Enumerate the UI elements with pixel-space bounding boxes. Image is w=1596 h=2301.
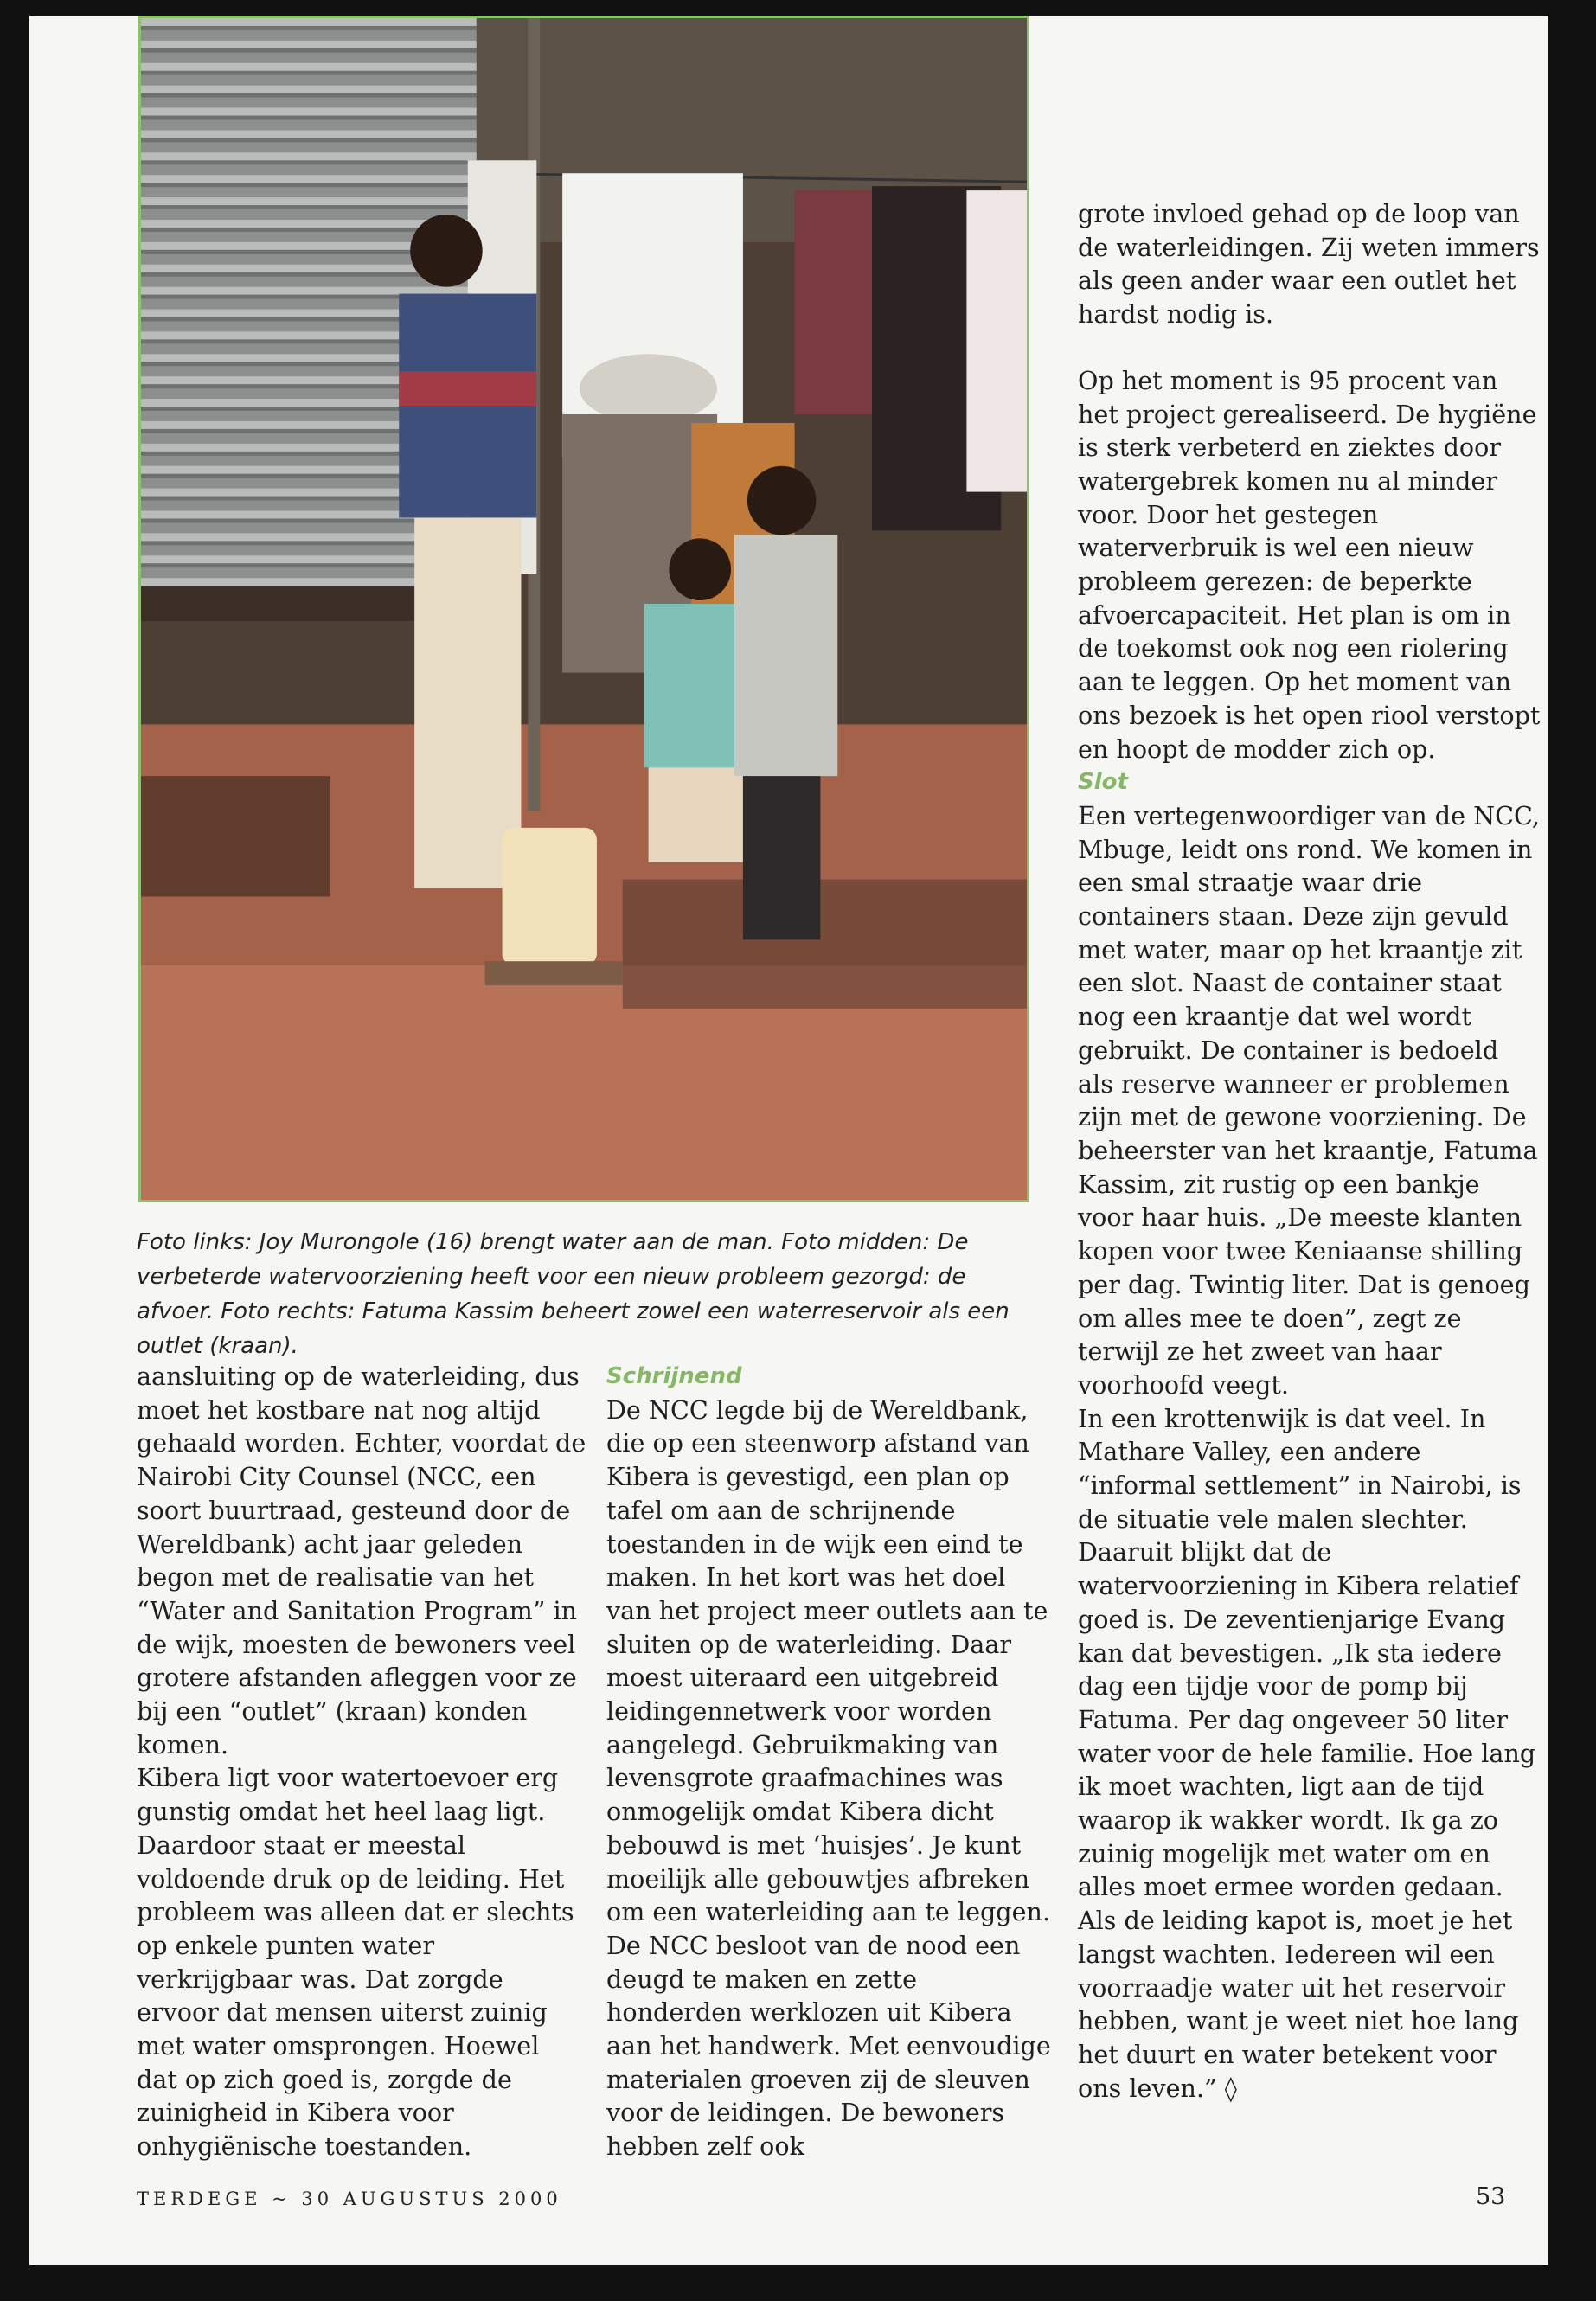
paragraph: aansluiting op de waterleiding, dus moet het kostbare nat nog altijd gehaald worden. Echter, voordat de Nairobi City Counsel (NCC, een soort buurtraad, gesteund door de Wereldbank) acht jaar geleden begon met de realisatie van het “Water and Sanitation Program” in de wijk, moesten de bewoners veel grotere afstanden afleggen voor ze bij een “outlet” (kraan) konden komen.	[137, 1362, 586, 1759]
paragraph: grote invloed gehad op de loop van de waterleidingen. Zij weten immers als geen ander waar een outlet het hardst nodig is.	[1078, 199, 1540, 330]
photo-caption: Foto links: Joy Murongole (16) brengt water aan de man. Foto midden: De verbeterde watervoorziening heeft voor een nieuw probleem gezorgd: de afvoer. Foto rechts: Fatuma Kassim beheert zowel een waterreservoir als een outlet (kraan).	[137, 1229, 1010, 1359]
magazine-page	[29, 16, 1548, 2265]
page-number: 53	[1476, 2183, 1506, 2210]
photo-illustration	[141, 18, 1027, 1200]
section-heading-schrijnend: Schrijnend	[606, 1363, 742, 1389]
section-heading-slot: Slot	[1078, 769, 1128, 796]
paragraph: Kibera ligt voor watertoevoer erg gunstig omdat het heel laag ligt. Daardoor staat er meestal voldoende druk op de leiding. Het probleem was alleen dat er slechts op enkele punten water verkrijgbaar was. Dat zorgde ervoor dat mensen uiterst zuinig met water omsprongen. Hoewel dat op zich goed is, zorgde de zuinigheid in Kibera voor onhygiënische toestanden.	[137, 1763, 574, 2162]
paragraph: Een vertegenwoordiger van de NCC, Mbuge, leidt ons rond. We komen in een smal straatje waar drie containers staan. Deze zijn gevuld met water, maar op het kraantje zit een slot. Naast de container staat nog een kraantje dat wel wordt gebruikt. De container is bedoeld als reserve wanneer er problemen zijn met de gewone voorziening. De beheerster van het kraantje, Fatuma Kassim, zit rustig op een bankje voor haar huis. „De meeste klanten kopen voor twee Keniaanse shilling per dag. Twintig liter. Dat is genoeg om alles mee te doen”, zegt ze terwijl ze het zweet van haar voorhoofd veegt.	[1078, 800, 1540, 1400]
paragraph: In een krottenwijk is dat veel. In Mathare Valley, een andere “informal settlement” in Nairobi, is de situatie vele malen slechter. Daaruit blijkt dat de watervoorziening in Kibera relatief goed is. De zeventienjarige Evang kan dat bevestigen. „Ik sta iedere dag een tijdje voor de pomp bij Fatuma. Per dag ongeveer 50 liter water voor de hele familie. Hoe lang ik moet wachten, ligt aan de tijd waarop ik wakker wordt. Ik ga zo zuinig mogelijk met water om en alles moet ermee worden gedaan. Als de leiding kapot is, moet je het langst wachten. Iedereen wil een voorraadje water uit het reservoir hebben, want je weet niet hoe lang het duurt en water betekent voor ons leven.” ◊	[1078, 1403, 1536, 2103]
article-photo	[138, 16, 1029, 1202]
column-1	[137, 1360, 586, 2163]
column-2	[606, 1360, 1056, 2163]
paragraph: Op het moment is 95 procent van het project gerealiseerd. De hygiëne is sterk verbeterd en ziektes door watergebrek komen nu al minder voor. Door het gestegen waterverbruik is wel een nieuw probleem gerezen: de beperkte afvoercapaciteit. Het plan is om in de toekomst ook nog een riolering aan te leggen. Op het moment van ons bezoek is het open riool verstopt en hoopt de modder zich op.	[1078, 365, 1541, 764]
column-3	[1078, 197, 1541, 2105]
footer-publication: TERDEGE ~ 30 AUGUSTUS 2000	[137, 2189, 562, 2209]
paragraph: De NCC legde bij de Wereldbank, die op een steenworp afstand van Kibera is gevestigd, een plan op tafel om aan de schrijnende toestanden in de wijk een eind te maken. In het kort was het doel van het project meer outlets aan te sluiten op de waterleiding. Daar moest uiteraard een uitgebreid leidingennetwerk voor worden aangelegd. Gebruikmaking van levensgrote graafmachines was onmogelijk omdat Kibera dicht bebouwd is met ‘huisjes’. Je kunt moeilijk alle gebouwtjes afbreken om een waterleiding aan te leggen. De NCC besloot van de nood een deugd te maken en zette honderden werklozen uit Kibera aan het handwerk. Met eenvoudige materialen groeven zij de sleuven voor de leidingen. De bewoners hebben zelf ook	[606, 1394, 1051, 2162]
